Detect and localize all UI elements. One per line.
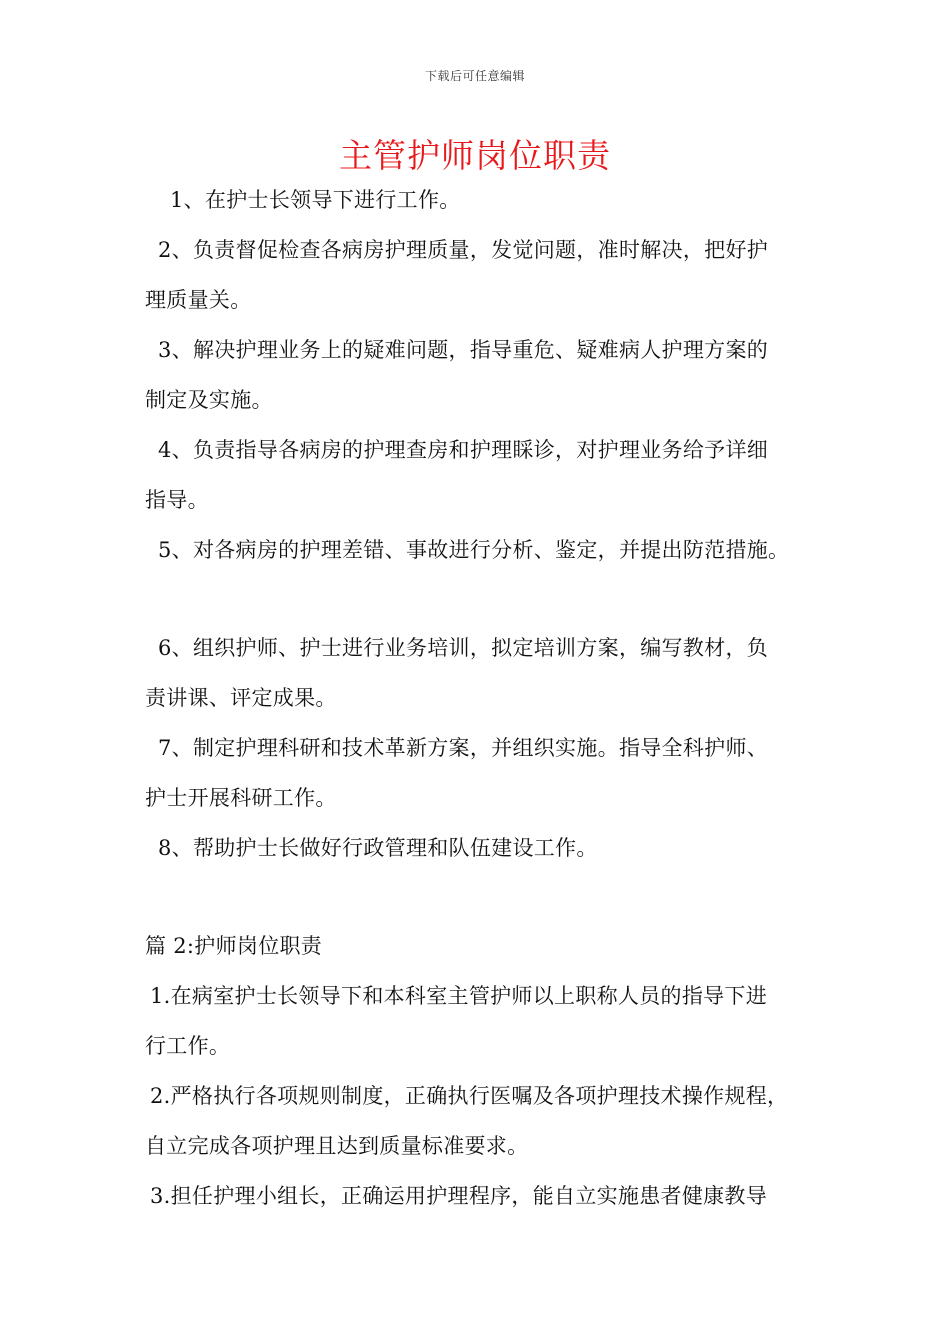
document-title: 主管护师岗位职责 [339,136,611,175]
paragraph-line: 1.在病室护士长领导下和本科室主管护师以上职称人员的指导下进 [150,984,768,1008]
paragraph-line: 6、组织护师、护士进行业务培训，拟定培训方案，编写教材，负 [158,636,769,660]
paragraph-line: 制定及实施。 [145,388,273,412]
paragraph-line: 护士开展科研工作。 [145,786,337,810]
paragraph-line: 3、解决护理业务上的疑难问题，指导重危、疑难病人护理方案的 [158,338,769,362]
paragraph-line: 责讲课、评定成果。 [145,686,337,710]
paragraph-line: 理质量关。 [145,288,252,312]
paragraph-line: 自立完成各项护理且达到质量标准要求。 [145,1134,529,1158]
paragraph-line: 4、负责指导各病房的护理查房和护理睬诊，对护理业务给予详细 [158,438,769,462]
paragraph-line: 指导。 [145,488,209,512]
paragraph-line: 3.担任护理小组长，正确运用护理程序，能自立实施患者健康教导 [150,1184,768,1208]
paragraph-line: 8、帮助护士长做好行政管理和队伍建设工作。 [158,836,598,860]
paragraph-line: 7、制定护理科研和技术革新方案，并组织实施。指导全科护师、 [158,736,769,760]
header-note: 下载后可任意编辑 [424,69,525,83]
section-heading: 篇 2:护师岗位职责 [145,934,323,958]
paragraph-line: 2.严格执行各项规则制度，正确执行医嘱及各项护理技术操作规程， [150,1084,789,1108]
paragraph-line: 5、对各病房的护理差错、事故进行分析、鉴定，并提出防范措施。 [158,538,790,562]
paragraph-line: 1、在护士长领导下进行工作。 [170,188,461,212]
paragraph-line: 2、负责督促检查各病房护理质量，发觉问题，准时解决，把好护 [158,238,769,262]
paragraph-line: 行工作。 [145,1034,231,1058]
